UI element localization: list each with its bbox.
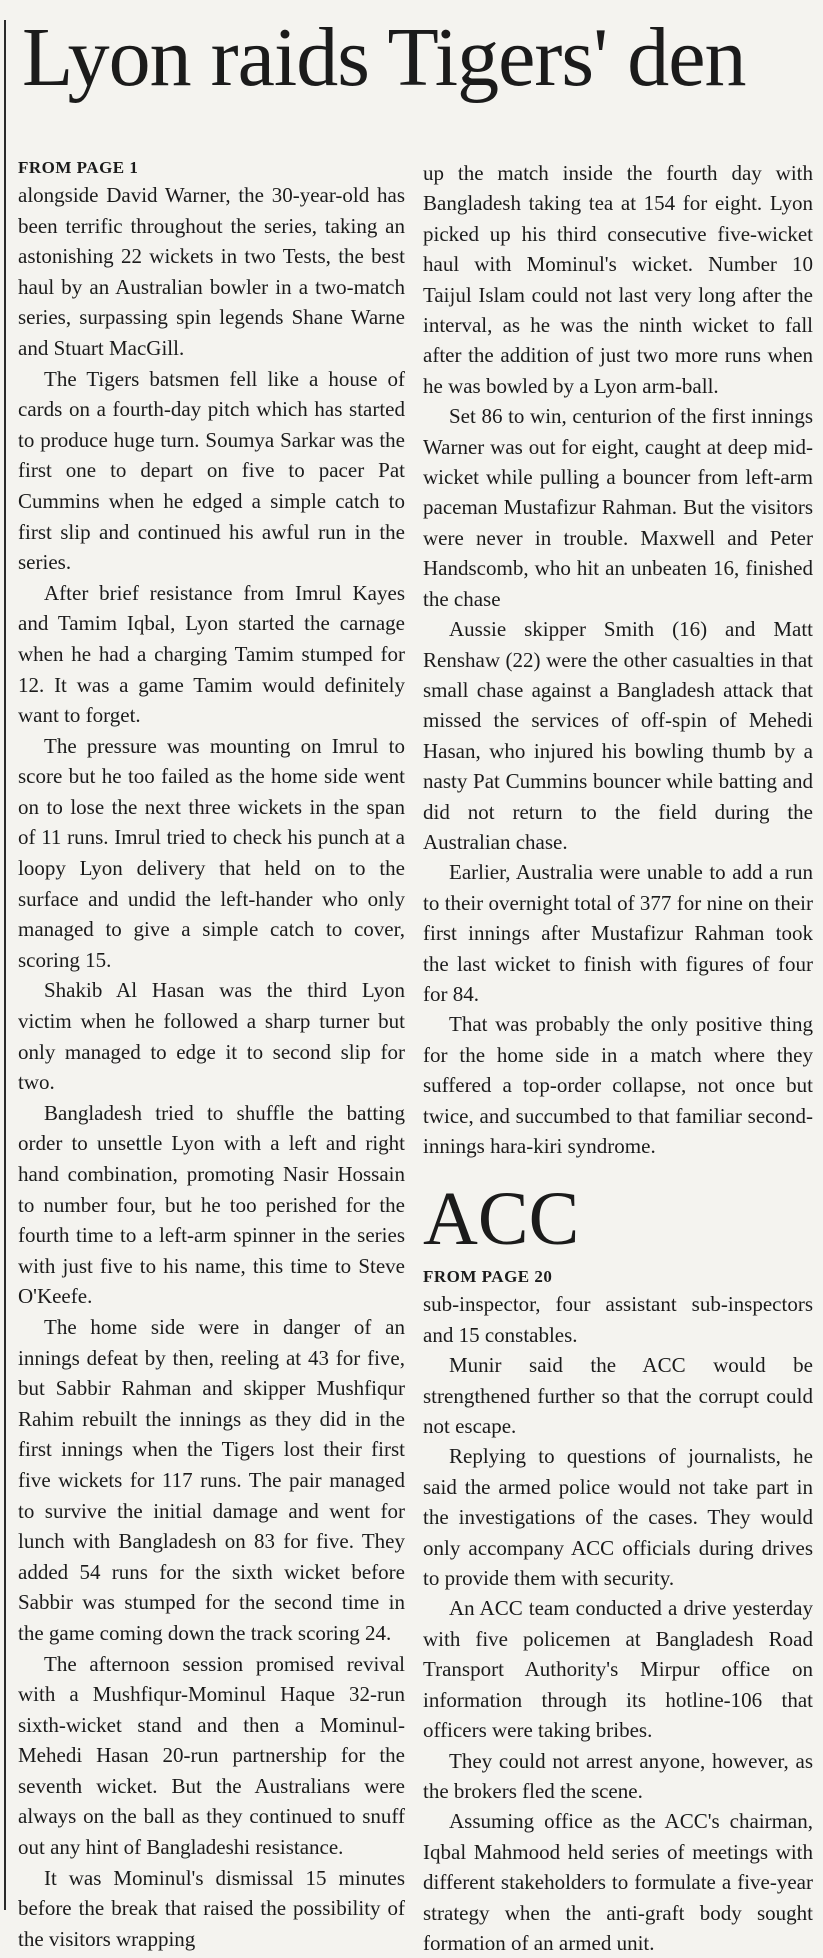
story1-paragraph: Bangladesh tried to shuffle the batting order to unsettle Lyon with a left and right hand combination, promoting Nasir Hossain to number four, but he too perished for the fourth time to a left-arm spinner in the series with just five to his name, this time to Steve O'Keefe. bbox=[18, 1100, 405, 1309]
story1-paragraph: The home side were in danger of an innings defeat by then, reeling at 43 for five, but Sabbir Rahman and skipper Mushfiqur Rahim rebuilt the innings as they did in the first innings when the Tigers lost their first five wickets for 117 runs. The pair managed to survive the initial damage and went for lunch with Bangladesh on 83 for five. They added 54 runs for the sixth wicket before Sabbir was stumped for the second time in the game coming down the track scoring 24. bbox=[18, 1314, 405, 1645]
story1-paragraph: The Tigers batsmen fell like a house of cards on a fourth-day pitch which has started to produce huge turn. Soumya Sarkar was the first one to depart on five to pacer Pat Cummins when he edged a simple catch to first slip and continued his awful run in the series. bbox=[18, 366, 405, 575]
column-rule bbox=[4, 20, 6, 1910]
headline: Lyon raids Tigers' den bbox=[22, 11, 746, 104]
story1-paragraph: up the match inside the fourth day with Bangladesh taking tea at 154 for eight. Lyon picked up his third consecutive five-wicket haul with Mominul's wicket. Number 10 Taijul Islam could not last very long after the interval, as he was the ninth wicket to fall after the addition of just two more runs when he was bowled by a Lyon arm-ball. bbox=[423, 161, 813, 398]
story1-paragraph: The afternoon session promised revival with a Mushfiqur-Mominul Haque 32-run sixth-wicket stand and then a Mominul-Mehedi Hasan 20-run partnership for the seventh wicket. But the Australians were always on the ball as they continued to snuff out any hint of Bangladeshi resistance. bbox=[18, 1651, 405, 1860]
story1-paragraph: Set 86 to win, centurion of the first innings Warner was out for eight, caught at deep mid-wicket while pulling a bouncer from left-arm paceman Mustafizur Rahman. But the visitors were never in trouble. Maxwell and Peter Handscomb, who hit an unbeaten 16, finished the chase bbox=[423, 404, 813, 611]
story2-headline: ACC bbox=[423, 1177, 580, 1262]
story1-left-column bbox=[18, 158, 405, 1954]
story2-paragraph: Replying to questions of journalists, he said the armed police would not take part in the investigations of the cases. They would only accompany ACC officials during drives to provide them with security. bbox=[423, 1444, 813, 1591]
story1-paragraph: alongside David Warner, the 30-year-old has been terrific throughout the series, taking an astonishing 22 wickets in two Tests, the best haul by an Australian bowler in a two-match series, surpassing spin legends Shane Warne and Stuart MacGill. bbox=[18, 183, 405, 360]
story1-paragraph: After brief resistance from Imrul Kayes and Tamim Iqbal, Lyon started the carnage when he had a charging Tamim stumped for 12. It was a game Tamim would definitely want to forget. bbox=[18, 580, 405, 728]
story1-paragraph: Aussie skipper Smith (16) and Matt Renshaw (22) were the other casualties in that small chase against a Bangladesh attack that missed the services of off-spin of Mehedi Hasan, who injured his bowling thumb by a nasty Pat Cummins bouncer while batting and did not return to the field during the Australian chase. bbox=[423, 617, 813, 854]
story2-paragraph: sub-inspector, four assistant sub-inspectors and 15 constables. bbox=[423, 1292, 813, 1347]
story1-paragraph: Earlier, Australia were unable to add a run to their overnight total of 377 for nine on their first innings after Mustafizur Rahman took the last wicket to finish with figures of four for 84. bbox=[423, 860, 813, 1006]
story1-paragraph: It was Mominul's dismissal 15 minutes before the break that raised the possibility of the visitors wrapping bbox=[18, 1865, 405, 1951]
story1-paragraph: Shakib Al Hasan was the third Lyon victim when he followed a sharp turner but only managed to edge it to second slip for two. bbox=[18, 978, 405, 1095]
story2-paragraph: Munir said the ACC would be strengthened further so that the corrupt could not escape. bbox=[423, 1353, 813, 1439]
story1-paragraph: That was probably the only positive thing for the home side in a match where they suffered a top-order collapse, not once but twice, and succumbed to that familiar second-innings hara-kiri syndrome. bbox=[423, 1012, 813, 1158]
right-column bbox=[423, 158, 813, 1958]
story2-paragraph: An ACC team conducted a drive yesterday with five policemen at Bangladesh Road Transport Authority's Mirpur office on information through its hotline-106 that officers were taking bribes. bbox=[423, 1596, 813, 1743]
story1-kicker: FROM PAGE 1 bbox=[18, 158, 139, 177]
story2-kicker: FROM PAGE 20 bbox=[423, 1267, 553, 1287]
story2-paragraph: Assuming office as the ACC's chairman, Iqbal Mahmood held series of meetings with different stakeholders to formulate a five-year strategy when the anti-graft body sought formation of an armed unit. bbox=[423, 1809, 813, 1955]
story1-paragraph: The pressure was mounting on Imrul to score but he too failed as the home side went on to lose the next three wickets in the span of 11 runs. Imrul tried to check his punch at a loopy Lyon delivery that held on to the surface and undid the left-hander who only managed to give a simple catch to cover, scoring 15. bbox=[18, 733, 405, 972]
story2-paragraph: They could not arrest anyone, however, as the brokers fled the scene. bbox=[423, 1748, 813, 1803]
